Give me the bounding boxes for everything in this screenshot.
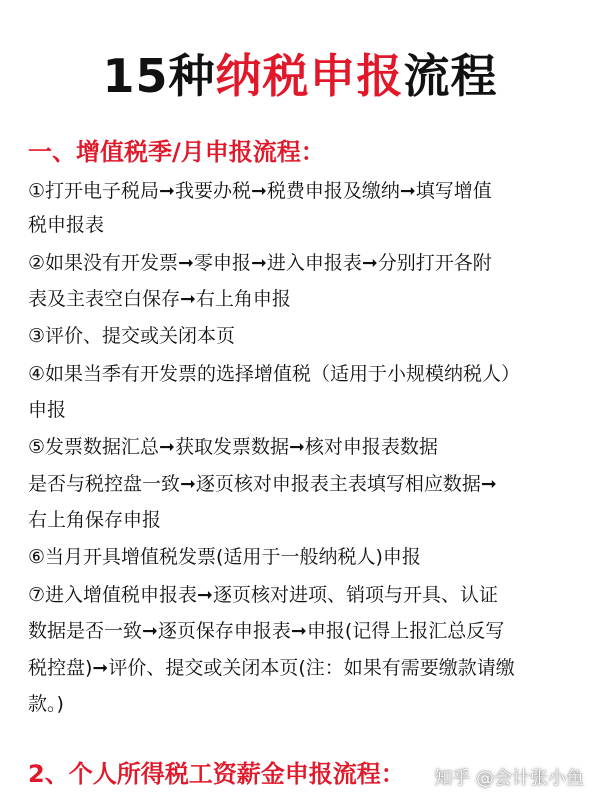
- title-highlight: 纳税申报: [215, 49, 404, 103]
- title-suffix: 流程: [403, 49, 498, 103]
- body-line: 税申报表: [28, 214, 105, 236]
- body-line: 税控盘)➞评价、提交或关闭本页(注：如果有需要缴款请缴: [28, 657, 515, 679]
- body-line: ⑥当月开具增值税发票(适用于一般纳税人)申报: [28, 546, 421, 568]
- body-line: 申报: [28, 399, 67, 421]
- body-line: ④如果当季有开发票的选择增值税（适用于小规模纳税人）: [28, 363, 521, 385]
- body-line: 表及主表空白保存➞右上角申报: [28, 288, 291, 310]
- body-line: ②如果没有开发票➞零申报➞进入申报表➞分别打开各附: [28, 252, 492, 274]
- body-line: 是否与税控盘一致➞逐页核对申报表主表填写相应数据➞: [28, 473, 497, 495]
- body-line: ⑤发票数据汇总➞获取发票数据➞核对申报表数据: [28, 436, 438, 458]
- title-number: 15种: [102, 49, 216, 103]
- section-heading-vat: 一、增值税季/月申报流程：: [28, 138, 325, 166]
- watermark: 知乎 @会计张小鱼: [434, 768, 584, 789]
- section-heading-iit: 2、个人所得税工资薪金申报流程：: [28, 760, 405, 788]
- body-line: 款。): [28, 693, 64, 715]
- body-line: ③评价、提交或关闭本页: [28, 325, 236, 347]
- body-line: 数据是否一致➞逐页保存申报表➞申报(记得上报汇总反写: [28, 620, 505, 642]
- body-line: ①打开电子税局➞我要办税➞税费申报及缴纳➞填写增值: [28, 180, 492, 202]
- page-title: [0, 46, 600, 106]
- body-line: 右上角保存申报: [28, 509, 162, 531]
- body-line: ⑦进入增值税申报表➞逐页核对进项、销项与开具、认证: [28, 584, 498, 606]
